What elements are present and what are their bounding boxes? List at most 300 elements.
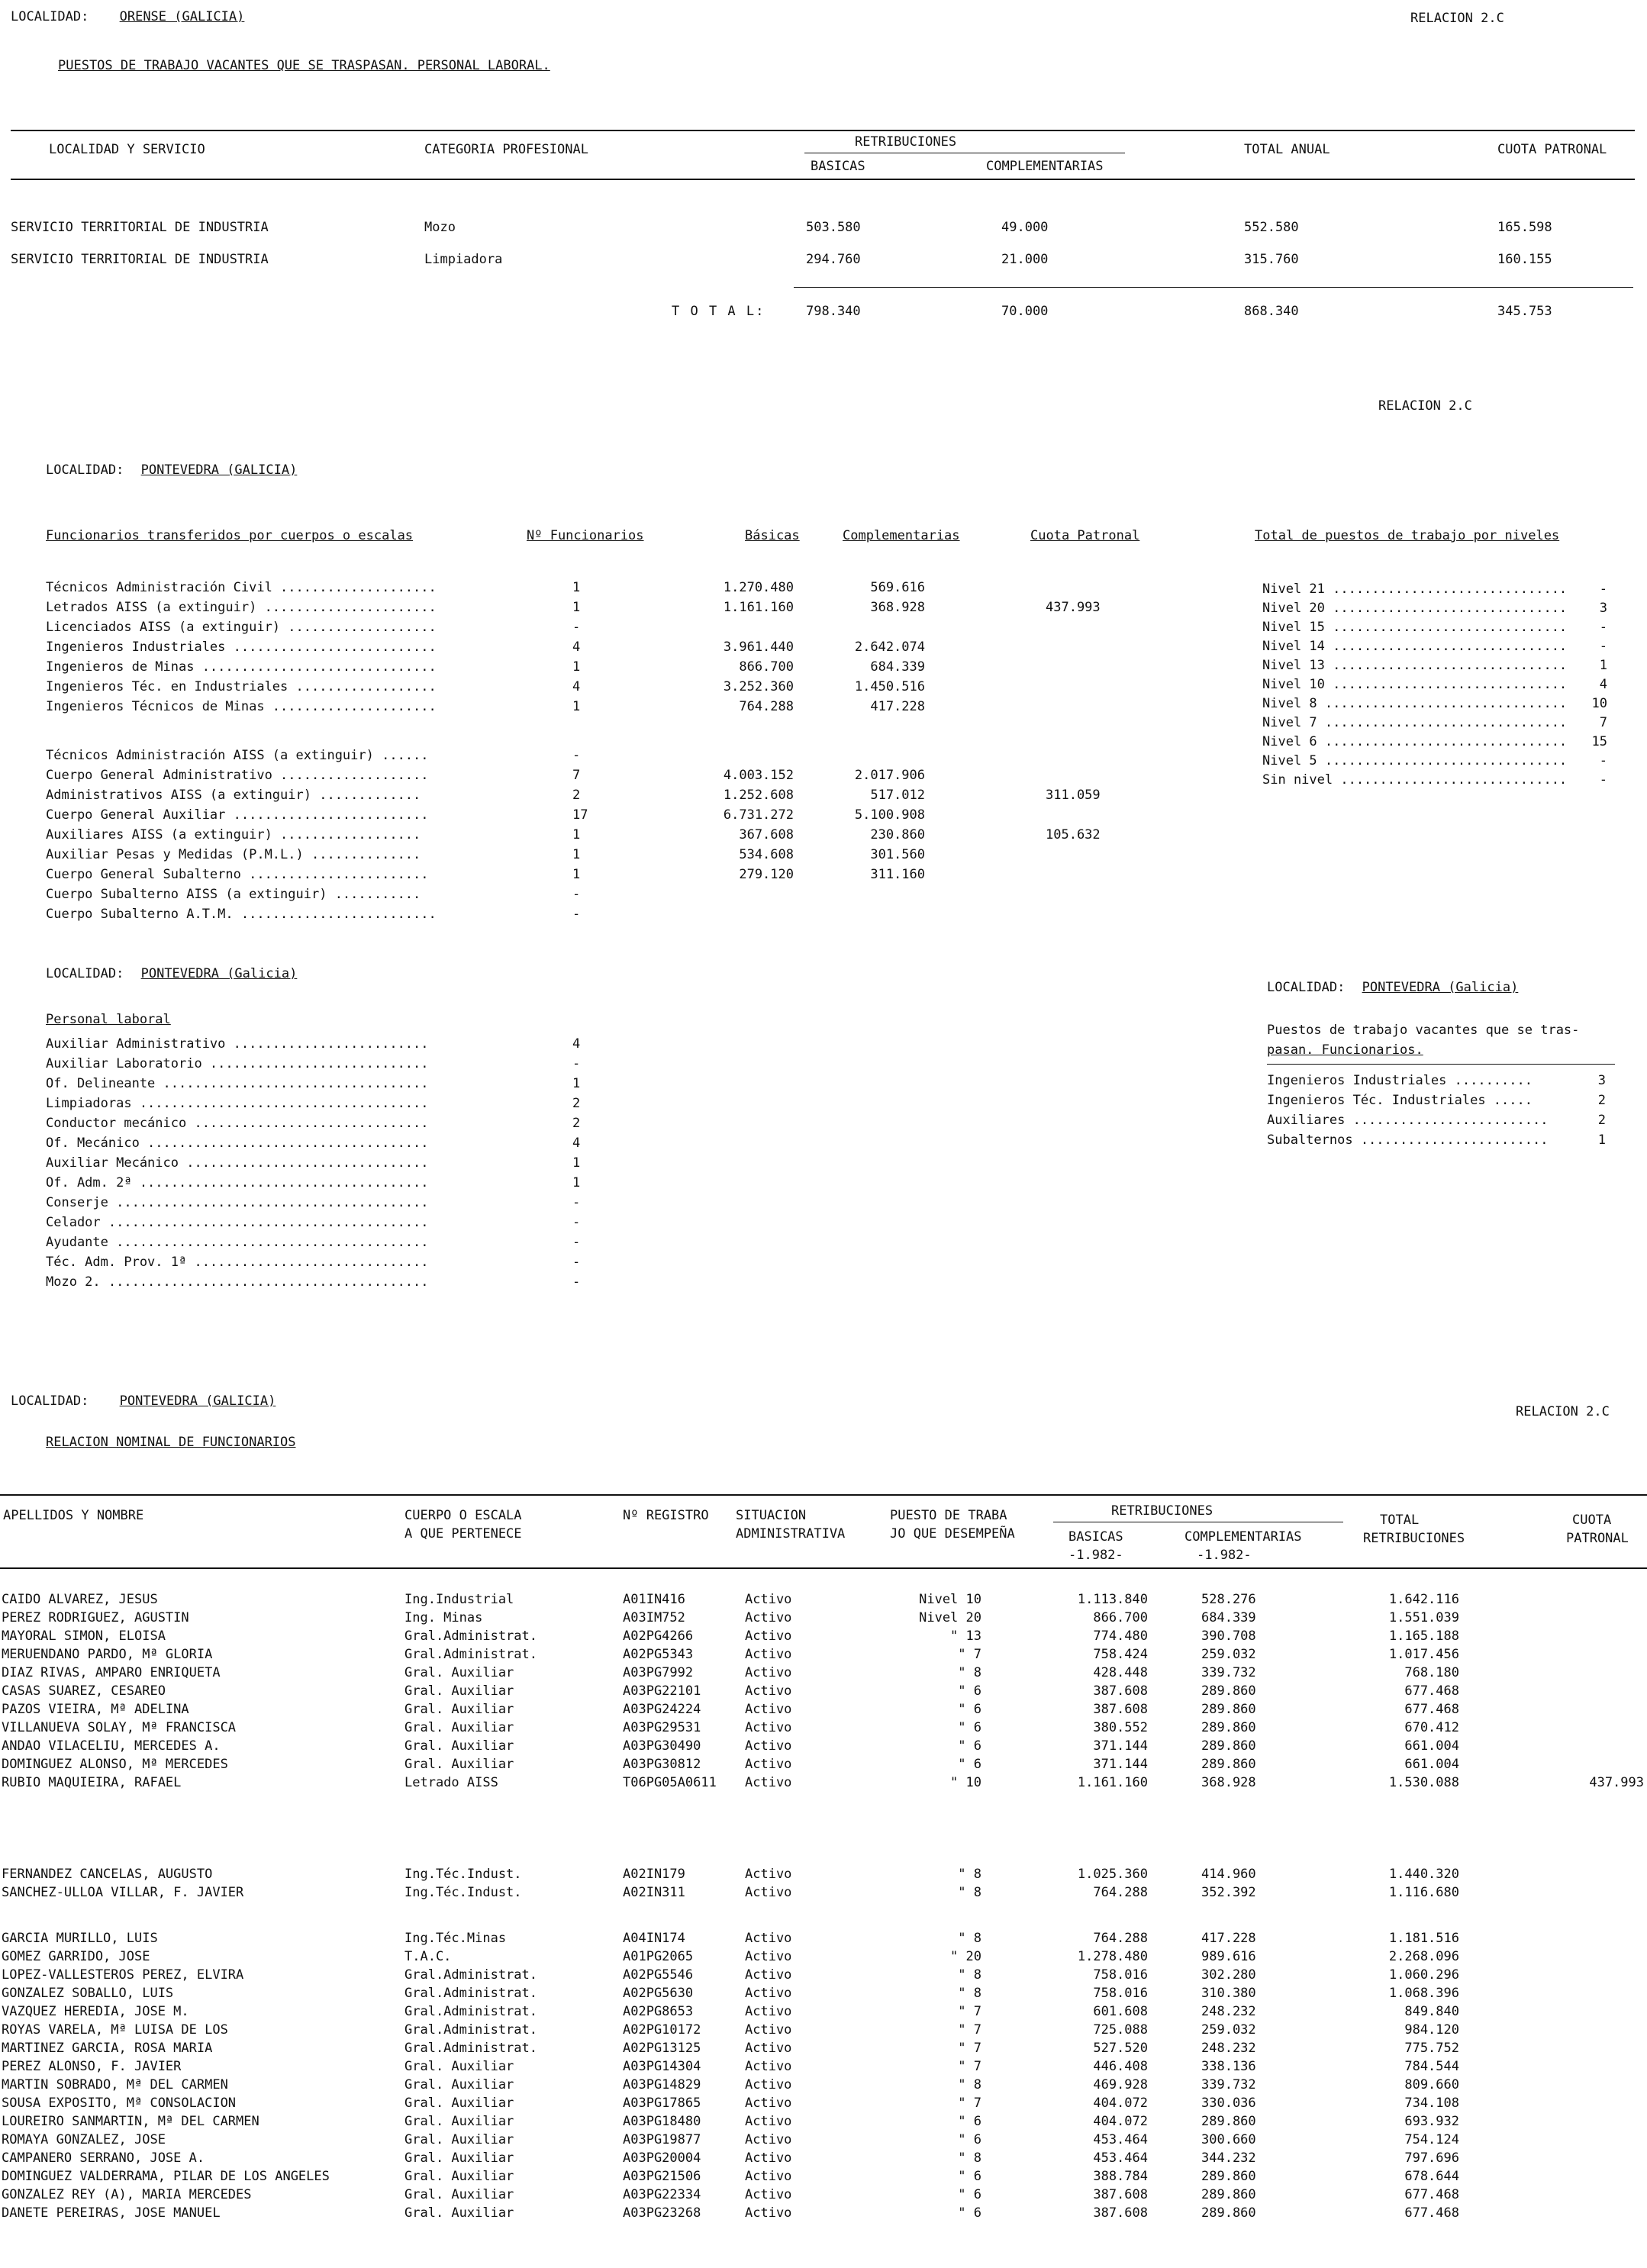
cell-basic: 774.480 [1093, 1629, 1148, 1644]
cell-basic: 758.016 [1093, 1986, 1148, 2001]
cell-comp: 989.616 [1201, 1949, 1256, 1964]
cell-comp: 528.276 [1201, 1592, 1256, 1607]
cell-reg: A02PG10172 [623, 2022, 701, 2038]
cell-situation: Activo [745, 1949, 792, 1964]
cell-situation: Activo [745, 1683, 792, 1699]
body-basic: 3.961.440 [723, 639, 794, 655]
body-comp: 2.642.074 [854, 639, 925, 655]
totals-quota: 345.753 [1497, 304, 1552, 319]
cell-basic: 764.288 [1093, 1885, 1148, 1900]
cell-body: Gral. Auxiliar [404, 2132, 514, 2147]
cell-situation: Activo [745, 2150, 792, 2166]
cell-basic: 428.448 [1093, 1665, 1148, 1680]
locality-label: LOCALIDAD: [1267, 980, 1346, 995]
cell-total: 1.060.296 [1388, 1967, 1459, 1983]
cell-total: 1.068.396 [1388, 1986, 1459, 2001]
level-label: Nivel 14 .............................. [1262, 639, 1568, 654]
cell-comp: 248.232 [1201, 2004, 1256, 2019]
row-service: SERVICIO TERRITORIAL DE INDUSTRIA [11, 220, 269, 235]
body-count: - [572, 887, 581, 902]
labor-name: Of. Adm. 2ª ..................................... [46, 1175, 429, 1190]
cell-body: Gral. Auxiliar [404, 1720, 514, 1735]
body-count: 17 [572, 807, 588, 823]
cell-body: T.A.C. [404, 1949, 452, 1964]
cell-reg: A01IN416 [623, 1592, 685, 1607]
cell-body: Gral. Auxiliar [404, 1665, 514, 1680]
cell-comp: 289.860 [1201, 1738, 1256, 1754]
vacancies-title-2: pasan. Funcionarios. [1267, 1042, 1423, 1058]
cell-situation: Activo [745, 1967, 792, 1983]
body-name: Técnicos Administración Civil .................... [46, 580, 437, 595]
cell-body: Gral.Administrat. [404, 2022, 537, 2038]
body-comp: 301.560 [870, 847, 925, 862]
cell-reg: A03PG22101 [623, 1683, 701, 1699]
cell-situation: Activo [745, 1986, 792, 2001]
body-name: Técnicos Administración AISS (a extinguir) ...... [46, 748, 429, 763]
cell-basic: 758.424 [1093, 1647, 1148, 1662]
col-header-post-2: JO QUE DESEMPEÑA [890, 1526, 1015, 1542]
body-count: 1 [572, 600, 581, 615]
cell-basic: 380.552 [1093, 1720, 1148, 1735]
level-value: 4 [1599, 677, 1607, 692]
labor-value: 2 [572, 1116, 581, 1131]
labor-locality-line [46, 966, 297, 981]
col-header-body-1: CUERPO O ESCALA [404, 1508, 522, 1523]
cell-post: " 8 [958, 2077, 981, 2092]
row-service: SERVICIO TERRITORIAL DE INDUSTRIA [11, 252, 269, 267]
cell-body: Gral.Administrat. [404, 1629, 537, 1644]
cell-comp: 289.860 [1201, 2205, 1256, 2221]
cell-body: Gral. Auxiliar [404, 2150, 514, 2166]
cell-body: Gral. Auxiliar [404, 1757, 514, 1772]
cell-situation: Activo [745, 1629, 792, 1644]
cell-total: 661.004 [1404, 1738, 1459, 1754]
col-header-basic-year: -1.982- [1068, 1548, 1123, 1563]
labor-value: - [572, 1274, 581, 1290]
cell-body: Gral. Auxiliar [404, 2114, 514, 2129]
cell-situation: Activo [745, 1592, 792, 1607]
cell-post: " 7 [958, 2004, 981, 2019]
col-header-sit-2: ADMINISTRATIVA [736, 1526, 846, 1542]
body-count: 1 [572, 659, 581, 675]
body-basic: 534.608 [739, 847, 794, 862]
cell-name: DANETE PEREIRAS, JOSE MANUEL [2, 2205, 221, 2221]
row-category: Limpiadora [424, 252, 503, 267]
cell-reg: A03PG19877 [623, 2132, 701, 2147]
cell-body: Gral. Auxiliar [404, 2096, 514, 2111]
cell-name: PEREZ RODRIGUEZ, AGUSTIN [2, 1610, 189, 1625]
cell-reg: A03PG29531 [623, 1720, 701, 1735]
body-quota: 311.059 [1046, 788, 1101, 803]
body-comp: 417.228 [870, 699, 925, 714]
cell-post: " 10 [950, 1775, 981, 1790]
cell-reg: A03PG14829 [623, 2077, 701, 2092]
cell-post: " 13 [950, 1629, 981, 1644]
relation-tag: RELACION 2.C [1410, 11, 1504, 26]
col-header-basic: Básicas [745, 528, 800, 543]
cell-basic: 527.520 [1093, 2041, 1148, 2056]
col-header-locality: LOCALIDAD Y SERVICIO [49, 142, 205, 157]
level-value: 15 [1591, 734, 1607, 749]
cell-total: 809.660 [1404, 2077, 1459, 2092]
cell-name: GOMEZ GARRIDO, JOSE [2, 1949, 150, 1964]
cell-body: Gral. Auxiliar [404, 1702, 514, 1717]
labor-value: - [572, 1056, 581, 1071]
body-basic: 866.700 [739, 659, 794, 675]
cell-situation: Activo [745, 1738, 792, 1754]
body-count: 1 [572, 827, 581, 842]
cell-name: SOUSA EXPOSITO, Mª CONSOLACION [2, 2096, 237, 2111]
row-quota: 160.155 [1497, 252, 1552, 267]
col-header-total: TOTAL ANUAL [1244, 142, 1330, 157]
labor-value: - [572, 1195, 581, 1210]
cell-situation: Activo [745, 1867, 792, 1882]
col-header-quota: CUOTA PATRONAL [1497, 142, 1607, 157]
cell-total: 734.108 [1404, 2096, 1459, 2111]
cell-situation: Activo [745, 1647, 792, 1662]
total-rule [794, 287, 1633, 288]
cell-basic: 371.144 [1093, 1757, 1148, 1772]
col-header-comp: Complementarias [843, 528, 960, 543]
locality-label: LOCALIDAD: [11, 9, 89, 24]
cell-reg: A03PG20004 [623, 2150, 701, 2166]
cell-total: 849.840 [1404, 2004, 1459, 2019]
body-count: 7 [572, 768, 581, 783]
level-value: - [1599, 581, 1607, 597]
row-comp: 49.000 [1001, 220, 1049, 235]
body-quota: 437.993 [1046, 600, 1101, 615]
cell-name: CAMPANERO SERRANO, JOSE A. [2, 2150, 205, 2166]
cell-name: DOMINGUEZ ALONSO, Mª MERCEDES [2, 1757, 228, 1772]
body-comp: 230.860 [870, 827, 925, 842]
cell-total: 1.017.456 [1388, 1647, 1459, 1662]
col-header-basic: BASICAS [811, 159, 865, 174]
col-header-quota-2: PATRONAL [1566, 1531, 1629, 1546]
cell-basic: 387.608 [1093, 1702, 1148, 1717]
body-name: Licenciados AISS (a extinguir) ................... [46, 620, 437, 635]
level-value: 3 [1599, 601, 1607, 616]
cell-reg: A02PG5546 [623, 1967, 694, 1983]
cell-situation: Activo [745, 2004, 792, 2019]
labor-name: Of. Delineante .................................. [46, 1076, 429, 1091]
cell-post: " 6 [958, 2132, 981, 2147]
body-name: Cuerpo Subalterno A.T.M. ......................... [46, 907, 437, 922]
vacancies-title-1: Puestos de trabajo vacantes que se tras- [1267, 1023, 1580, 1038]
cell-situation: Activo [745, 1931, 792, 1946]
labor-name: Ayudante ........................................ [46, 1235, 429, 1250]
cell-total: 1.181.516 [1388, 1931, 1459, 1946]
cell-total: 677.468 [1404, 2205, 1459, 2221]
cell-name: LOUREIRO SANMARTIN, Mª DEL CARMEN [2, 2114, 259, 2129]
totals-label: T O T A L: [672, 304, 765, 319]
locality-label: LOCALIDAD: [11, 1393, 89, 1409]
locality-line [11, 9, 244, 24]
level-value: 7 [1599, 715, 1607, 730]
cell-total: 1.440.320 [1388, 1867, 1459, 1882]
cell-comp: 352.392 [1201, 1885, 1256, 1900]
col-header-comp: COMPLEMENTARIAS [986, 159, 1104, 174]
cell-reg: A03PG7992 [623, 1665, 694, 1680]
cell-post: " 7 [958, 2059, 981, 2074]
vacancy-name: Subalternos ........................ [1267, 1132, 1549, 1148]
cell-total: 677.468 [1404, 2187, 1459, 2202]
cell-name: MARTIN SOBRADO, Mª DEL CARMEN [2, 2077, 228, 2092]
cell-comp: 330.036 [1201, 2096, 1256, 2111]
locality-line [11, 1393, 276, 1409]
table-rule-top [11, 130, 1635, 131]
cell-reg: A03PG24224 [623, 1702, 701, 1717]
row-basic: 503.580 [806, 220, 861, 235]
cell-comp: 289.860 [1201, 1720, 1256, 1735]
body-name: Cuerpo General Subalterno ....................... [46, 867, 429, 882]
cell-comp: 684.339 [1201, 1610, 1256, 1625]
cell-total: 775.752 [1404, 2041, 1459, 2056]
cell-basic: 387.608 [1093, 2187, 1148, 2202]
body-basic: 764.288 [739, 699, 794, 714]
cell-post: " 8 [958, 1885, 981, 1900]
cell-reg: A04IN174 [623, 1931, 685, 1946]
cell-comp: 302.280 [1201, 1967, 1256, 1983]
cell-reg: A03PG23268 [623, 2205, 701, 2221]
cell-post: " 7 [958, 1647, 981, 1662]
relation-tag: RELACION 2.C [1378, 398, 1472, 414]
cell-body: Gral. Auxiliar [404, 1683, 514, 1699]
level-label: Nivel 10 .............................. [1262, 677, 1568, 692]
cell-situation: Activo [745, 1775, 792, 1790]
cell-body: Gral. Auxiliar [404, 1738, 514, 1754]
cell-post: " 8 [958, 1986, 981, 2001]
col-header-category: CATEGORIA PROFESIONAL [424, 142, 588, 157]
cell-total: 677.468 [1404, 1702, 1459, 1717]
cell-reg: A02PG4266 [623, 1629, 694, 1644]
cell-total: 678.644 [1404, 2169, 1459, 2184]
col-header-total-2: RETRIBUCIONES [1363, 1531, 1465, 1546]
cell-post: " 6 [958, 2187, 981, 2202]
cell-comp: 368.928 [1201, 1775, 1256, 1790]
cell-reg: A02IN311 [623, 1885, 685, 1900]
cell-comp: 339.732 [1201, 2077, 1256, 2092]
body-basic: 1.270.480 [723, 580, 794, 595]
cell-total: 1.551.039 [1388, 1610, 1459, 1625]
cell-reg: A03PG30490 [623, 1738, 701, 1754]
cell-comp: 414.960 [1201, 1867, 1256, 1882]
cell-post: " 8 [958, 1665, 981, 1680]
body-basic: 6.731.272 [723, 807, 794, 823]
labor-value: 1 [572, 1155, 581, 1171]
level-label: Nivel 7 ............................... [1262, 715, 1568, 730]
cell-reg: A02IN179 [623, 1867, 685, 1882]
body-name: Administrativos AISS (a extinguir) ............. [46, 788, 421, 803]
body-name: Cuerpo General Administrativo ................... [46, 768, 429, 783]
cell-total: 1.642.116 [1388, 1592, 1459, 1607]
locality-value: PONTEVEDRA (GALICIA) [140, 462, 298, 478]
cell-post: " 7 [958, 2041, 981, 2056]
row-quota: 165.598 [1497, 220, 1552, 235]
level-label: Nivel 8 ............................... [1262, 696, 1568, 711]
cell-reg: A03PG22334 [623, 2187, 701, 2202]
cell-comp: 417.228 [1201, 1931, 1256, 1946]
cell-post: " 8 [958, 1867, 981, 1882]
cell-comp: 289.860 [1201, 2114, 1256, 2129]
cell-post: " 7 [958, 2022, 981, 2038]
cell-comp: 390.708 [1201, 1629, 1256, 1644]
cell-reg: A02PG5630 [623, 1986, 694, 2001]
cell-name: ROYAS VARELA, Mª LUISA DE LOS [2, 2022, 228, 2038]
row-basic: 294.760 [806, 252, 861, 267]
body-count: - [572, 620, 581, 635]
body-basic: 4.003.152 [723, 768, 794, 783]
labor-name: Auxiliar Laboratorio ............................ [46, 1056, 429, 1071]
table-rule-header [11, 179, 1635, 180]
body-name: Cuerpo General Auxiliar ......................... [46, 807, 429, 823]
cell-situation: Activo [745, 2022, 792, 2038]
cell-name: VILLANUEVA SOLAY, Mª FRANCISCA [2, 1720, 237, 1735]
cell-body: Letrado AISS [404, 1775, 498, 1790]
cell-basic: 1.113.840 [1077, 1592, 1148, 1607]
col-header-bodies: Funcionarios transferidos por cuerpos o escalas [46, 528, 414, 543]
cell-reg: T06PG05A0611 [623, 1775, 717, 1790]
labor-name: Celador ......................................... [46, 1215, 429, 1230]
body-comp: 2.017.906 [854, 768, 925, 783]
body-comp: 311.160 [870, 867, 925, 882]
level-label: Nivel 21 .............................. [1262, 581, 1568, 597]
col-header-total-1: TOTAL [1380, 1513, 1420, 1528]
cell-name: CAIDO ALVAREZ, JESUS [2, 1592, 158, 1607]
body-count: 4 [572, 639, 581, 655]
cell-reg: A03IM752 [623, 1610, 685, 1625]
cell-basic: 404.072 [1093, 2114, 1148, 2129]
level-value: 1 [1599, 658, 1607, 673]
body-comp: 569.616 [870, 580, 925, 595]
locality-value: PONTEVEDRA (Galicia) [140, 966, 298, 981]
body-name: Auxiliar Pesas y Medidas (P.M.L.) .............. [46, 847, 421, 862]
cell-post: " 6 [958, 2114, 981, 2129]
totals-basic: 798.340 [806, 304, 861, 319]
cell-reg: A03PG30812 [623, 1757, 701, 1772]
cell-name: ANDAO VILACELIU, MERCEDES A. [2, 1738, 221, 1754]
cell-body: Gral. Auxiliar [404, 2205, 514, 2221]
cell-basic: 387.608 [1093, 2205, 1148, 2221]
totals-comp: 70.000 [1001, 304, 1049, 319]
cell-body: Gral.Administrat. [404, 1986, 537, 2001]
row-comp: 21.000 [1001, 252, 1049, 267]
body-count: 4 [572, 679, 581, 694]
body-count: 1 [572, 580, 581, 595]
body-name: Cuerpo Subalterno AISS (a extinguir) ........... [46, 887, 421, 902]
cell-situation: Activo [745, 1885, 792, 1900]
cell-situation: Activo [745, 2187, 792, 2202]
cell-name: MERUENDANO PARDO, Mª GLORIA [2, 1647, 213, 1662]
cell-post: " 6 [958, 2169, 981, 2184]
cell-comp: 310.380 [1201, 1986, 1256, 2001]
cell-basic: 387.608 [1093, 1683, 1148, 1699]
body-basic: 279.120 [739, 867, 794, 882]
col-header-quota-1: CUOTA [1572, 1513, 1612, 1528]
cell-total: 1.116.680 [1388, 1885, 1459, 1900]
cell-basic: 371.144 [1093, 1738, 1148, 1754]
cell-situation: Activo [745, 1757, 792, 1772]
col-header-levels: Total de puestos de trabajo por niveles [1255, 528, 1560, 543]
cell-total: 784.544 [1404, 2059, 1459, 2074]
cell-situation: Activo [745, 1665, 792, 1680]
row-category: Mozo [424, 220, 456, 235]
cell-total: 677.468 [1404, 1683, 1459, 1699]
cell-body: Ing. Minas [404, 1610, 483, 1625]
cell-post: " 20 [950, 1949, 981, 1964]
col-header-quota: Cuota Patronal [1030, 528, 1140, 543]
cell-body: Ing.Téc.Indust. [404, 1885, 522, 1900]
col-header-comp-year: -1.982- [1197, 1548, 1252, 1563]
vacancy-value: 1 [1597, 1132, 1606, 1148]
cell-body: Gral.Administrat. [404, 2004, 537, 2019]
body-basic: 1.161.160 [723, 600, 794, 615]
cell-body: Ing.Industrial [404, 1592, 514, 1607]
cell-body: Gral.Administrat. [404, 1967, 537, 1983]
labor-value: - [572, 1255, 581, 1270]
cell-name: GARCIA MURILLO, LUIS [2, 1931, 158, 1946]
cell-total: 797.696 [1404, 2150, 1459, 2166]
cell-basic: 601.608 [1093, 2004, 1148, 2019]
cell-situation: Activo [745, 2059, 792, 2074]
cell-name: VAZQUEZ HEREDIA, JOSE M. [2, 2004, 189, 2019]
level-label: Nivel 5 ............................... [1262, 753, 1568, 768]
labor-name: Of. Mecánico .................................... [46, 1136, 429, 1151]
cell-basic: 446.408 [1093, 2059, 1148, 2074]
cell-reg: A02PG8653 [623, 2004, 694, 2019]
cell-comp: 248.232 [1201, 2041, 1256, 2056]
cell-post: " 8 [958, 1931, 981, 1946]
cell-basic: 453.464 [1093, 2150, 1148, 2166]
cell-name: CASAS SUAREZ, CESAREO [2, 1683, 166, 1699]
cell-basic: 404.072 [1093, 2096, 1148, 2111]
cell-situation: Activo [745, 2169, 792, 2184]
body-count: 1 [572, 699, 581, 714]
col-header-name: APELLIDOS Y NOMBRE [3, 1508, 144, 1523]
cell-body: Ing.Téc.Indust. [404, 1867, 522, 1882]
row-total: 552.580 [1244, 220, 1299, 235]
cell-situation: Activo [745, 1610, 792, 1625]
locality-value: PONTEVEDRA (GALICIA) [119, 1393, 276, 1409]
cell-basic: 388.784 [1093, 2169, 1148, 2184]
cell-reg: A03PG21506 [623, 2169, 701, 2184]
cell-post: " 6 [958, 1702, 981, 1717]
body-comp: 517.012 [870, 788, 925, 803]
cell-total: 768.180 [1404, 1665, 1459, 1680]
cell-post: " 7 [958, 2096, 981, 2111]
body-name: Ingenieros Técnicos de Minas ..................... [46, 699, 437, 714]
col-header-count: Nº Funcionarios [527, 528, 644, 543]
body-count: - [572, 907, 581, 922]
cell-situation: Activo [745, 1720, 792, 1735]
cell-basic: 1.161.160 [1077, 1775, 1148, 1790]
cell-basic: 866.700 [1093, 1610, 1148, 1625]
body-name: Ingenieros de Minas .............................. [46, 659, 437, 675]
cell-name: PEREZ ALONSO, F. JAVIER [2, 2059, 182, 2074]
vacancies-rule [1267, 1064, 1615, 1065]
vacancy-name: Auxiliares ......................... [1267, 1113, 1549, 1128]
labor-name: Téc. Adm. Prov. 1ª .............................. [46, 1255, 429, 1270]
cell-reg: A03PG18480 [623, 2114, 701, 2129]
cell-name: SANCHEZ-ULLOA VILLAR, F. JAVIER [2, 1885, 244, 1900]
row-total: 315.760 [1244, 252, 1299, 267]
level-label: Nivel 15 .............................. [1262, 620, 1568, 635]
cell-name: ROMAYA GONZALEZ, JOSE [2, 2132, 166, 2147]
relation-tag: RELACION 2.C [1516, 1404, 1610, 1419]
cell-comp: 289.860 [1201, 2169, 1256, 2184]
cell-total: 693.932 [1404, 2114, 1459, 2129]
locality-label: LOCALIDAD: [46, 966, 124, 981]
cell-situation: Activo [745, 1702, 792, 1717]
